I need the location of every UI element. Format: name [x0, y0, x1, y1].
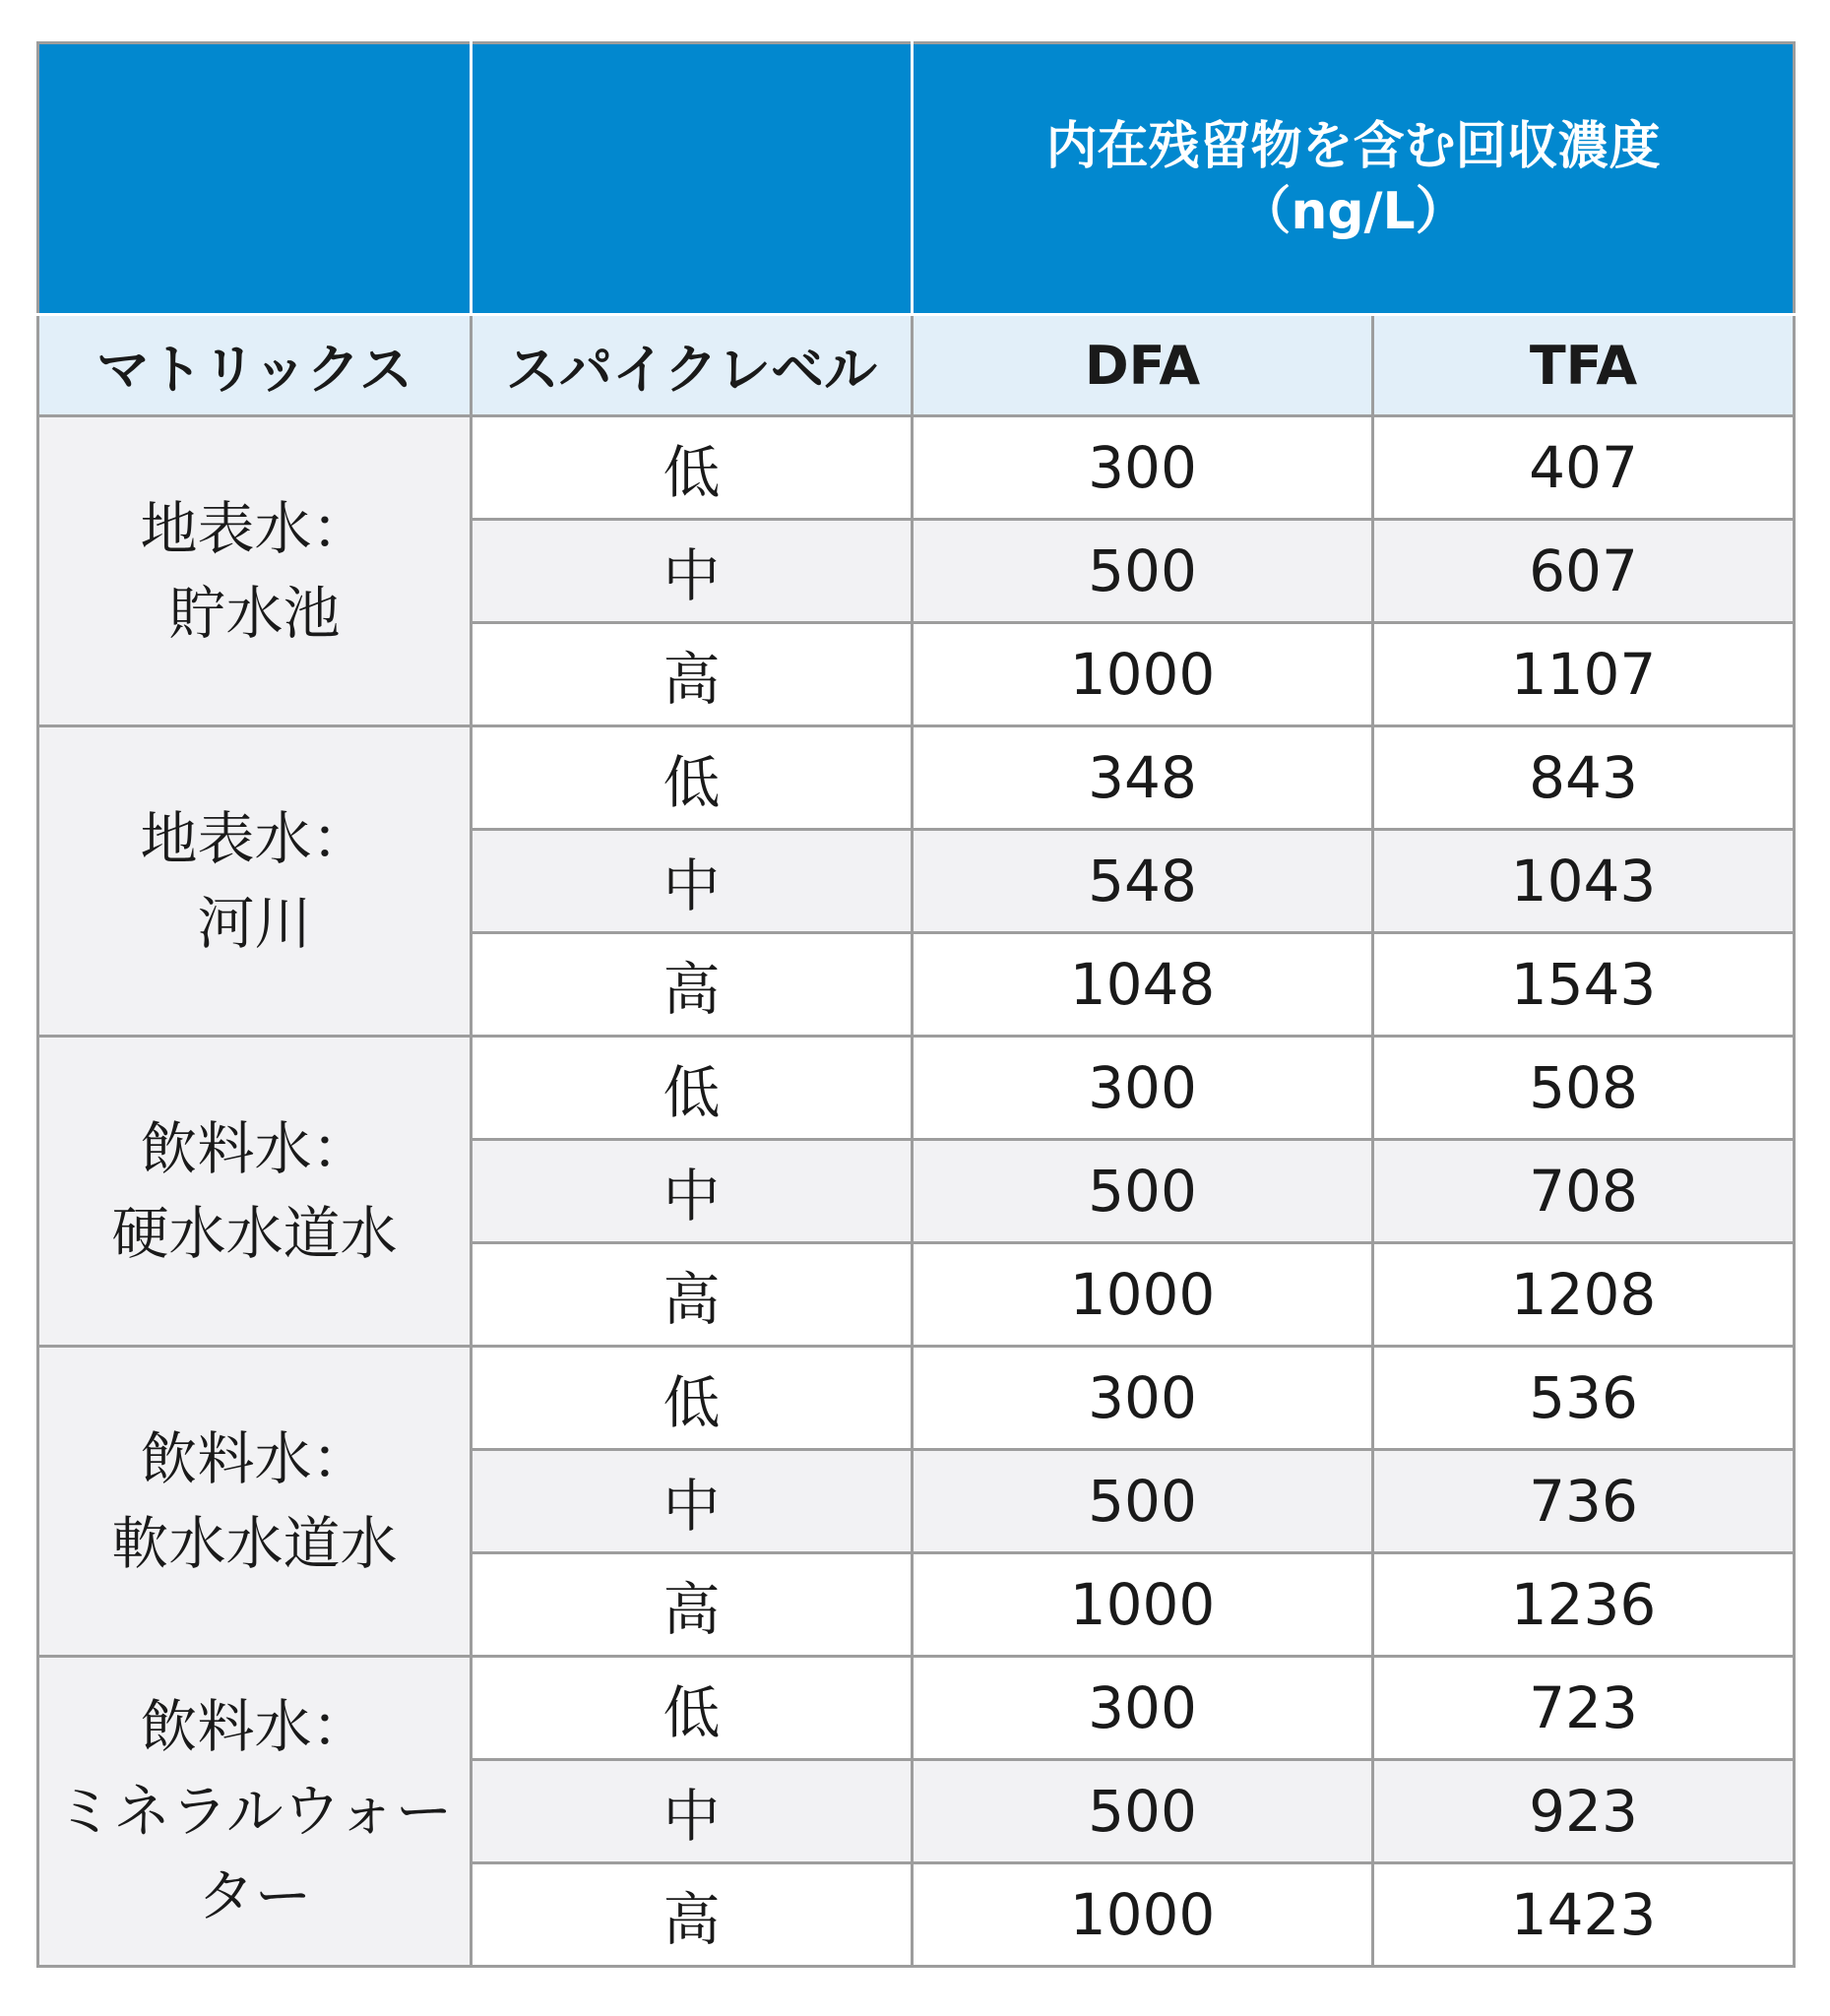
table-row [38, 1037, 1795, 1140]
dfa-value-cell: 500 [913, 520, 1373, 623]
column-header-dfa: DFA [913, 315, 1373, 416]
dfa-value-cell: 1000 [913, 623, 1373, 726]
matrix-line1: 飲料水： [140, 1693, 369, 1760]
recovery-group-header [913, 43, 1795, 315]
matrix-line2: 硬水水道水 [111, 1200, 398, 1267]
dfa-value-cell: 500 [913, 1760, 1373, 1863]
tfa-value-cell: 1043 [1373, 830, 1795, 933]
table-group-header-row [38, 43, 1795, 315]
matrix-line1: 飲料水： [140, 1425, 369, 1492]
table-row [38, 1657, 1795, 1760]
tfa-value-cell: 736 [1373, 1450, 1795, 1553]
table-row [38, 416, 1795, 520]
matrix-cell [38, 1347, 472, 1657]
matrix-cell [38, 1657, 472, 1967]
blank-header-cell-spike [472, 43, 913, 315]
matrix-line1: 地表水： [140, 495, 369, 562]
tfa-value-cell: 407 [1373, 416, 1795, 520]
spike-level-cell: 高 [472, 623, 913, 726]
spike-level-cell: 高 [472, 1863, 913, 1967]
dfa-value-cell: 1000 [913, 1243, 1373, 1347]
tfa-value-cell: 708 [1373, 1140, 1795, 1243]
column-header-matrix: マトリックス [38, 315, 472, 416]
table-column-header-row [38, 315, 1795, 416]
spike-level-cell: 低 [472, 1037, 913, 1140]
spike-level-cell: 低 [472, 726, 913, 830]
group-title-line2: （ng/L） [1239, 181, 1467, 241]
tfa-value-cell: 508 [1373, 1037, 1795, 1140]
recovery-table-container [36, 41, 1793, 1968]
spike-level-cell: 中 [472, 830, 913, 933]
dfa-value-cell: 300 [913, 1037, 1373, 1140]
dfa-value-cell: 1048 [913, 933, 1373, 1037]
matrix-line1: 地表水： [140, 805, 369, 872]
dfa-value-cell: 300 [913, 1347, 1373, 1450]
tfa-value-cell: 843 [1373, 726, 1795, 830]
spike-level-cell: 中 [472, 1760, 913, 1863]
dfa-value-cell: 300 [913, 1657, 1373, 1760]
dfa-value-cell: 1000 [913, 1863, 1373, 1967]
matrix-line1: 飲料水： [140, 1115, 369, 1182]
table-row [38, 726, 1795, 830]
spike-level-cell: 低 [472, 1347, 913, 1450]
table-row [38, 1347, 1795, 1450]
tfa-value-cell: 723 [1373, 1657, 1795, 1760]
matrix-line2: 河川 [197, 890, 312, 957]
tfa-value-cell: 1543 [1373, 933, 1795, 1037]
tfa-value-cell: 1208 [1373, 1243, 1795, 1347]
spike-level-cell: 高 [472, 1553, 913, 1657]
tfa-value-cell: 1236 [1373, 1553, 1795, 1657]
matrix-cell [38, 416, 472, 726]
tfa-value-cell: 923 [1373, 1760, 1795, 1863]
dfa-value-cell: 348 [913, 726, 1373, 830]
column-header-tfa: TFA [1373, 315, 1795, 416]
tfa-value-cell: 1423 [1373, 1863, 1795, 1967]
matrix-line2: ミネラルウォーター [56, 1778, 453, 1929]
spike-level-cell: 中 [472, 1450, 913, 1553]
spike-level-cell: 高 [472, 1243, 913, 1347]
spike-level-cell: 高 [472, 933, 913, 1037]
table-body [38, 416, 1795, 1967]
blank-header-cell-matrix [38, 43, 472, 315]
matrix-line2: 貯水池 [168, 580, 341, 647]
recovery-concentration-table [36, 41, 1796, 1968]
tfa-value-cell: 607 [1373, 520, 1795, 623]
spike-level-cell: 中 [472, 520, 913, 623]
dfa-value-cell: 1000 [913, 1553, 1373, 1657]
dfa-value-cell: 500 [913, 1140, 1373, 1243]
dfa-value-cell: 300 [913, 416, 1373, 520]
matrix-line2: 軟水水道水 [111, 1510, 398, 1577]
column-header-spike-level: スパイクレベル [472, 315, 913, 416]
dfa-value-cell: 500 [913, 1450, 1373, 1553]
spike-level-cell: 低 [472, 1657, 913, 1760]
matrix-cell [38, 1037, 472, 1347]
tfa-value-cell: 1107 [1373, 623, 1795, 726]
dfa-value-cell: 548 [913, 830, 1373, 933]
spike-level-cell: 中 [472, 1140, 913, 1243]
spike-level-cell: 低 [472, 416, 913, 520]
matrix-cell [38, 726, 472, 1037]
group-title-line1: 内在残留物を含む回収濃度 [1045, 116, 1661, 176]
tfa-value-cell: 536 [1373, 1347, 1795, 1450]
